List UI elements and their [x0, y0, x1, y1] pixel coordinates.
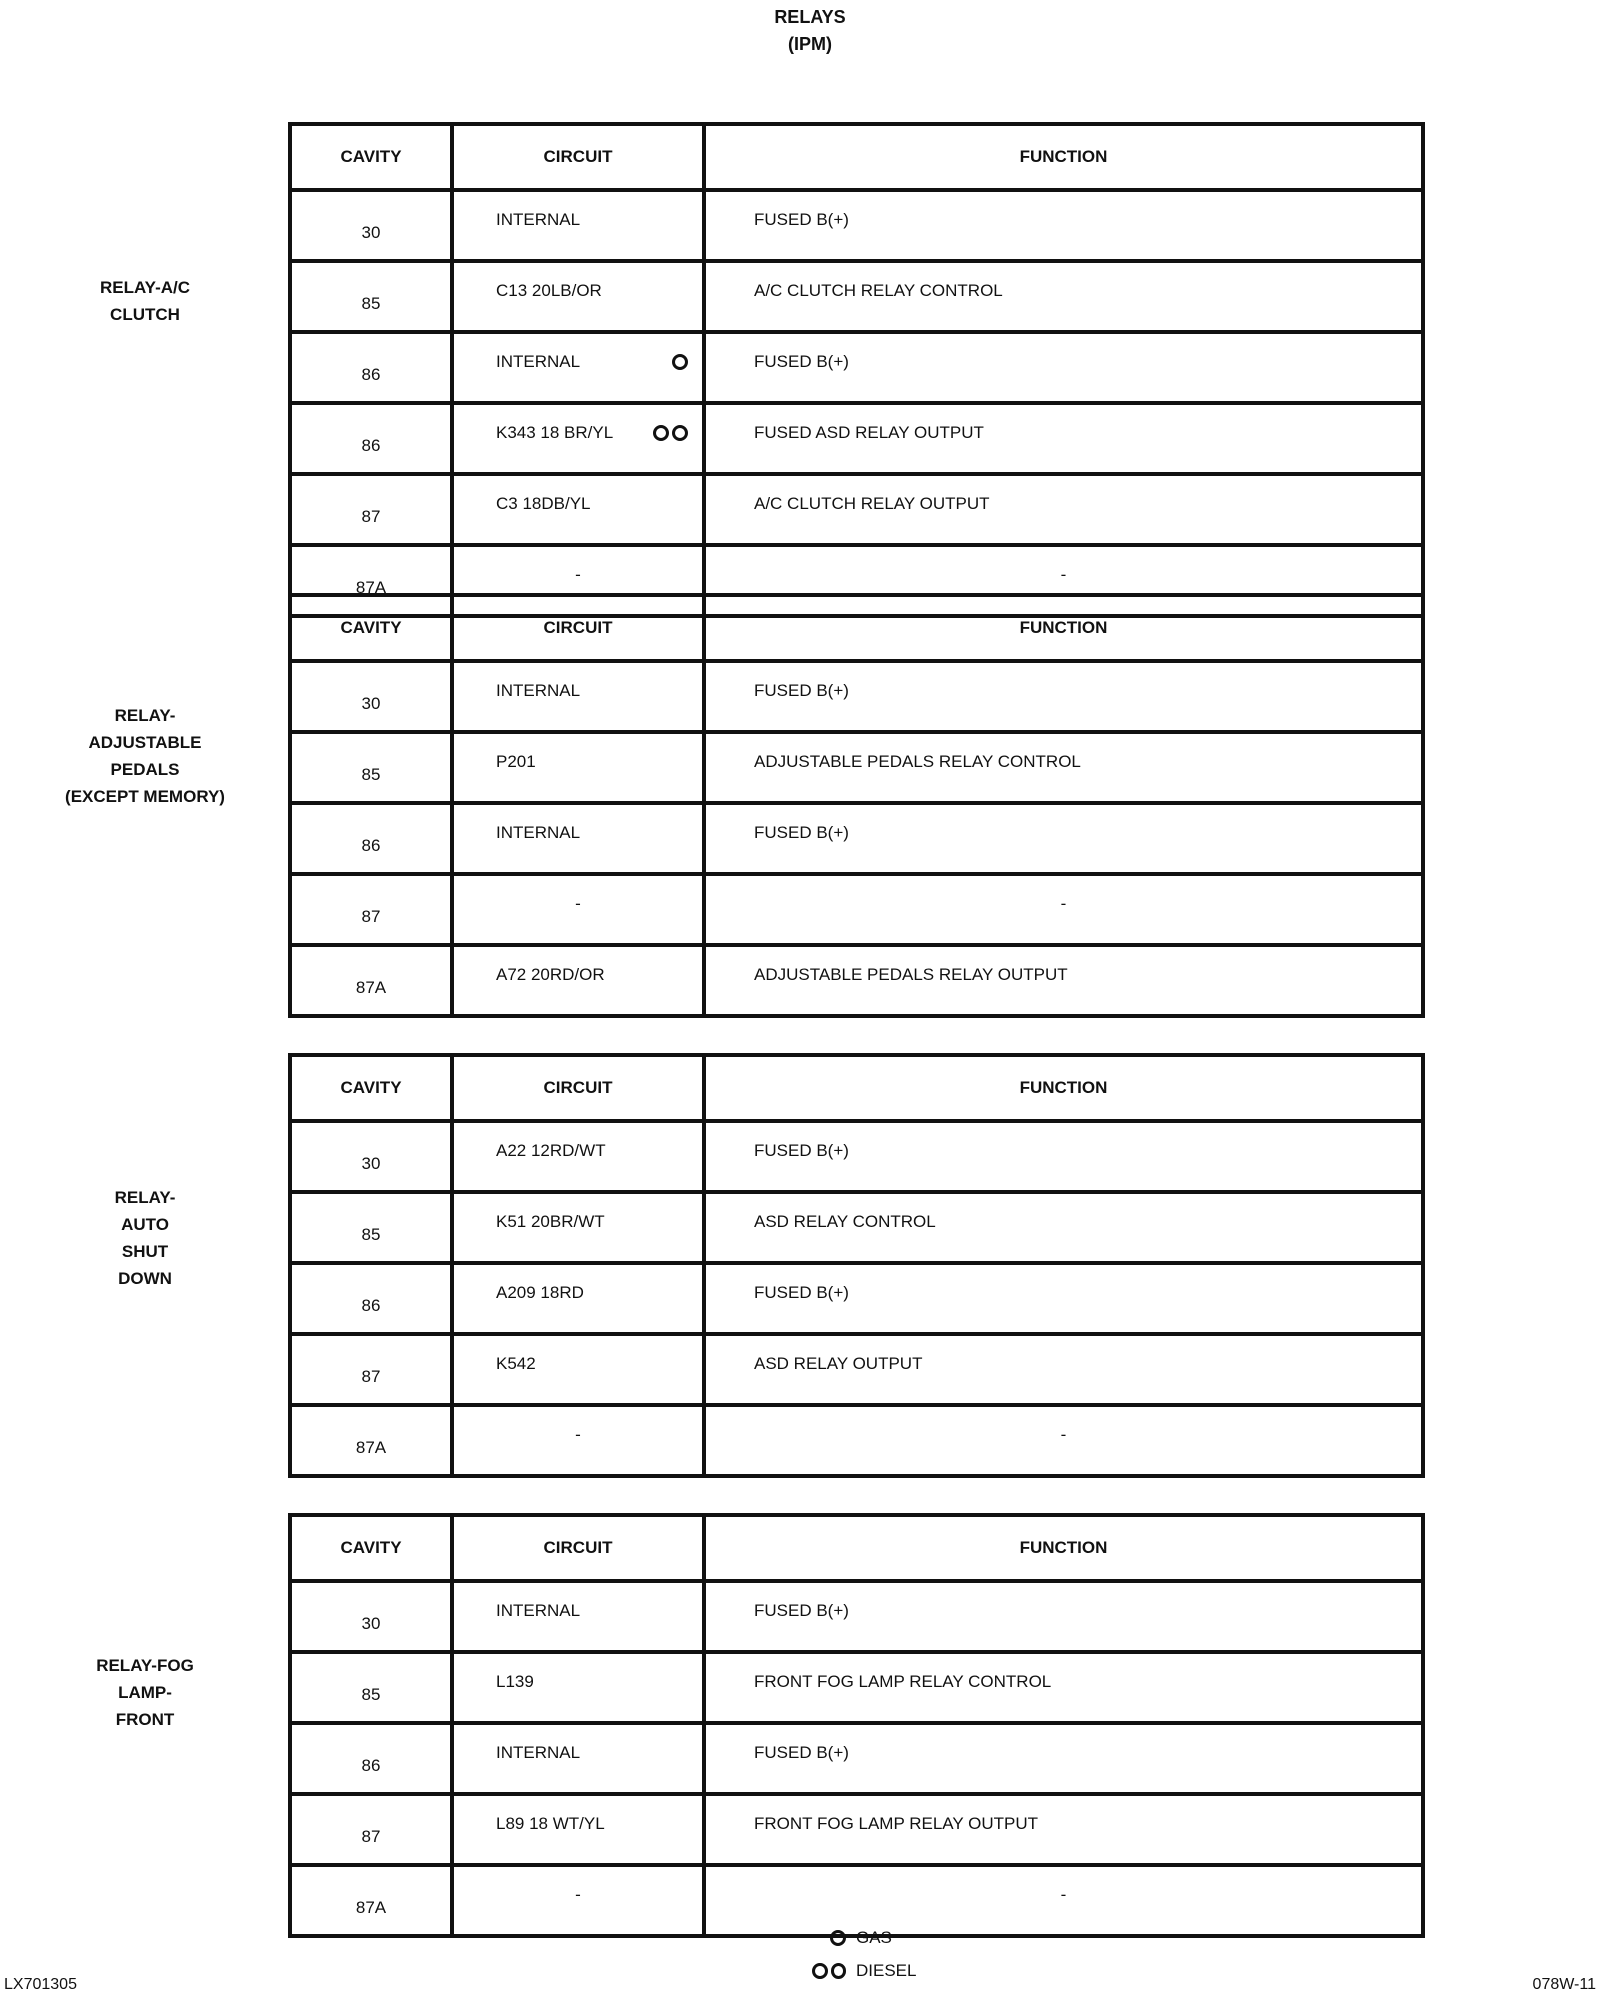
- relay-label-line: LAMP-: [118, 1683, 172, 1702]
- table-row: [290, 1581, 1423, 1652]
- header-function: FUNCTION: [704, 1055, 1423, 1121]
- table-header-row: [290, 1515, 1423, 1581]
- cavity-cell: 87A: [290, 545, 452, 616]
- header-cavity: CAVITY: [290, 595, 452, 661]
- function-cell: FRONT FOG LAMP RELAY CONTROL: [704, 1652, 1423, 1723]
- circuit-cell: [452, 1865, 704, 1936]
- pinout-table: [288, 1053, 1425, 1478]
- relay-label-line: SHUT: [121, 1242, 169, 1261]
- relay-label-line: RELAY-FOG: [96, 1656, 194, 1675]
- circuit-cell: [452, 803, 704, 874]
- circuit-text: P201: [496, 752, 536, 771]
- circuit-text: INTERNAL: [496, 681, 581, 700]
- diesel-ring-icon: [831, 1963, 847, 1979]
- table-row: [290, 1652, 1423, 1723]
- gas-ring-icon: [830, 1930, 846, 1946]
- relay-label: [40, 1652, 250, 1733]
- circuit-text: -: [575, 1425, 581, 1444]
- function-cell: ADJUSTABLE PEDALS RELAY OUTPUT: [704, 945, 1423, 1016]
- pinout-table: [288, 1513, 1425, 1938]
- circuit-text: L139: [496, 1672, 534, 1691]
- cavity-cell: 87A: [290, 1405, 452, 1476]
- cavity-cell: 30: [290, 1581, 452, 1652]
- function-cell: A/C CLUTCH RELAY OUTPUT: [704, 474, 1423, 545]
- gas-marker: [672, 354, 688, 370]
- table-row: [290, 1121, 1423, 1192]
- relay-label-line: CLUTCH: [110, 305, 180, 324]
- function-cell: FUSED B(+): [704, 1581, 1423, 1652]
- circuit-cell: [452, 1652, 704, 1723]
- circuit-text: K542: [496, 1354, 536, 1373]
- cavity-cell: 86: [290, 1723, 452, 1794]
- cavity-cell: 87: [290, 874, 452, 945]
- relay-label-line: AUTO: [121, 1215, 169, 1234]
- header-cavity: CAVITY: [290, 1055, 452, 1121]
- table-row: [290, 1405, 1423, 1476]
- function-cell: FUSED B(+): [704, 332, 1423, 403]
- header-circuit: CIRCUIT: [452, 1515, 704, 1581]
- circuit-cell: [452, 874, 704, 945]
- cavity-cell: 85: [290, 732, 452, 803]
- cavity-cell: 30: [290, 190, 452, 261]
- document-id-left: LX701305: [4, 1976, 77, 1993]
- title-line-2: (IPM): [788, 34, 832, 54]
- table-row: [290, 874, 1423, 945]
- pinout-table: [288, 593, 1425, 1018]
- relay-label-line: ADJUSTABLE: [88, 733, 202, 752]
- circuit-cell: [452, 1405, 704, 1476]
- circuit-text: INTERNAL: [496, 823, 581, 842]
- cavity-cell: 87: [290, 1334, 452, 1405]
- function-cell: FUSED B(+): [704, 1263, 1423, 1334]
- header-circuit: CIRCUIT: [452, 595, 704, 661]
- circuit-cell: [452, 403, 704, 474]
- pinout-table: [288, 122, 1425, 618]
- circuit-cell: [452, 474, 704, 545]
- function-cell: ASD RELAY CONTROL: [704, 1192, 1423, 1263]
- circuit-text: A209 18RD: [496, 1283, 584, 1302]
- table-row: [290, 403, 1423, 474]
- table-row: [290, 1334, 1423, 1405]
- table-row: [290, 1794, 1423, 1865]
- cavity-cell: 86: [290, 803, 452, 874]
- page-title: [0, 4, 1600, 58]
- table-header-row: [290, 595, 1423, 661]
- circuit-text: C3 18DB/YL: [496, 494, 591, 513]
- circuit-text: -: [575, 894, 581, 913]
- document-id-right: 078W-11: [1532, 1976, 1596, 1993]
- cavity-cell: 30: [290, 1121, 452, 1192]
- cavity-cell: 87A: [290, 1865, 452, 1936]
- function-cell: FUSED ASD RELAY OUTPUT: [704, 403, 1423, 474]
- table-row: [290, 1865, 1423, 1936]
- table-row: [290, 1192, 1423, 1263]
- function-cell: FUSED B(+): [704, 803, 1423, 874]
- circuit-text: A22 12RD/WT: [496, 1141, 606, 1160]
- function-cell: ASD RELAY OUTPUT: [704, 1334, 1423, 1405]
- circuit-text: C13 20LB/OR: [496, 281, 602, 300]
- relay-label-line: FRONT: [115, 1710, 175, 1729]
- header-function: FUNCTION: [704, 1515, 1423, 1581]
- table-header-row: [290, 1055, 1423, 1121]
- legend-diesel-label: DIESEL: [856, 1961, 917, 1980]
- legend-diesel: [812, 1961, 916, 1981]
- table-row: [290, 1723, 1423, 1794]
- relay-label: [40, 274, 250, 328]
- function-cell: FRONT FOG LAMP RELAY OUTPUT: [704, 1794, 1423, 1865]
- circuit-cell: [452, 661, 704, 732]
- circuit-cell: [452, 1121, 704, 1192]
- relay-label-line: DOWN: [118, 1269, 172, 1288]
- header-circuit: CIRCUIT: [452, 124, 704, 190]
- table-row: [290, 332, 1423, 403]
- function-cell: -: [704, 874, 1423, 945]
- circuit-cell: [452, 945, 704, 1016]
- function-cell: FUSED B(+): [704, 1723, 1423, 1794]
- circuit-cell: [452, 261, 704, 332]
- legend-gas: [812, 1928, 892, 1948]
- circuit-cell: [452, 1192, 704, 1263]
- relay-label-line: (EXCEPT MEMORY): [65, 787, 225, 806]
- function-cell: A/C CLUTCH RELAY CONTROL: [704, 261, 1423, 332]
- circuit-text: L89 18 WT/YL: [496, 1814, 605, 1833]
- function-cell: FUSED B(+): [704, 190, 1423, 261]
- table-row: [290, 261, 1423, 332]
- diesel-ring-icon: [672, 425, 688, 441]
- table-row: [290, 474, 1423, 545]
- circuit-text: -: [575, 1885, 581, 1904]
- function-cell: -: [704, 1865, 1423, 1936]
- circuit-text: K343 18 BR/YL: [496, 423, 614, 442]
- circuit-text: INTERNAL: [496, 352, 581, 371]
- relay-label-line: RELAY-: [114, 706, 176, 725]
- circuit-text: INTERNAL: [496, 210, 581, 229]
- circuit-text: A72 20RD/OR: [496, 965, 605, 984]
- cavity-cell: 85: [290, 261, 452, 332]
- relay-label-line: RELAY-A/C: [99, 278, 191, 297]
- table-row: [290, 661, 1423, 732]
- cavity-cell: 87: [290, 474, 452, 545]
- cavity-cell: 86: [290, 403, 452, 474]
- cavity-cell: 86: [290, 332, 452, 403]
- function-cell: -: [704, 545, 1423, 616]
- header-circuit: CIRCUIT: [452, 1055, 704, 1121]
- circuit-cell: [452, 332, 704, 403]
- cavity-cell: 87: [290, 1794, 452, 1865]
- circuit-cell: [452, 1581, 704, 1652]
- header-function: FUNCTION: [704, 124, 1423, 190]
- cavity-cell: 85: [290, 1652, 452, 1723]
- circuit-cell: [452, 732, 704, 803]
- circuit-cell: [452, 1723, 704, 1794]
- table-header-row: [290, 124, 1423, 190]
- circuit-text: K51 20BR/WT: [496, 1212, 605, 1231]
- header-cavity: CAVITY: [290, 124, 452, 190]
- cavity-cell: 85: [290, 1192, 452, 1263]
- relay-label-line: PEDALS: [110, 760, 180, 779]
- relay-label-line: RELAY-: [114, 1188, 176, 1207]
- legend-gas-label: GAS: [856, 1928, 892, 1947]
- table-row: [290, 945, 1423, 1016]
- header-function: FUNCTION: [704, 595, 1423, 661]
- relay-label: [40, 1184, 250, 1292]
- diesel-ring-icon: [812, 1963, 828, 1979]
- function-cell: FUSED B(+): [704, 1121, 1423, 1192]
- circuit-text: INTERNAL: [496, 1743, 581, 1762]
- table-row: [290, 190, 1423, 261]
- function-cell: -: [704, 1405, 1423, 1476]
- relay-label: [40, 702, 250, 810]
- table-row: [290, 1263, 1423, 1334]
- cavity-cell: 86: [290, 1263, 452, 1334]
- circuit-cell: [452, 1263, 704, 1334]
- circuit-cell: [452, 1794, 704, 1865]
- cavity-cell: 87A: [290, 945, 452, 1016]
- table-row: [290, 803, 1423, 874]
- gas-ring-icon: [672, 354, 688, 370]
- circuit-text: -: [575, 565, 581, 584]
- cavity-cell: 30: [290, 661, 452, 732]
- circuit-cell: [452, 1334, 704, 1405]
- title-line-1: RELAYS: [774, 7, 846, 27]
- diesel-marker: [653, 425, 688, 441]
- circuit-text: INTERNAL: [496, 1601, 581, 1620]
- circuit-cell: [452, 190, 704, 261]
- table-row: [290, 732, 1423, 803]
- function-cell: ADJUSTABLE PEDALS RELAY CONTROL: [704, 732, 1423, 803]
- diesel-ring-icon: [653, 425, 669, 441]
- function-cell: FUSED B(+): [704, 661, 1423, 732]
- header-cavity: CAVITY: [290, 1515, 452, 1581]
